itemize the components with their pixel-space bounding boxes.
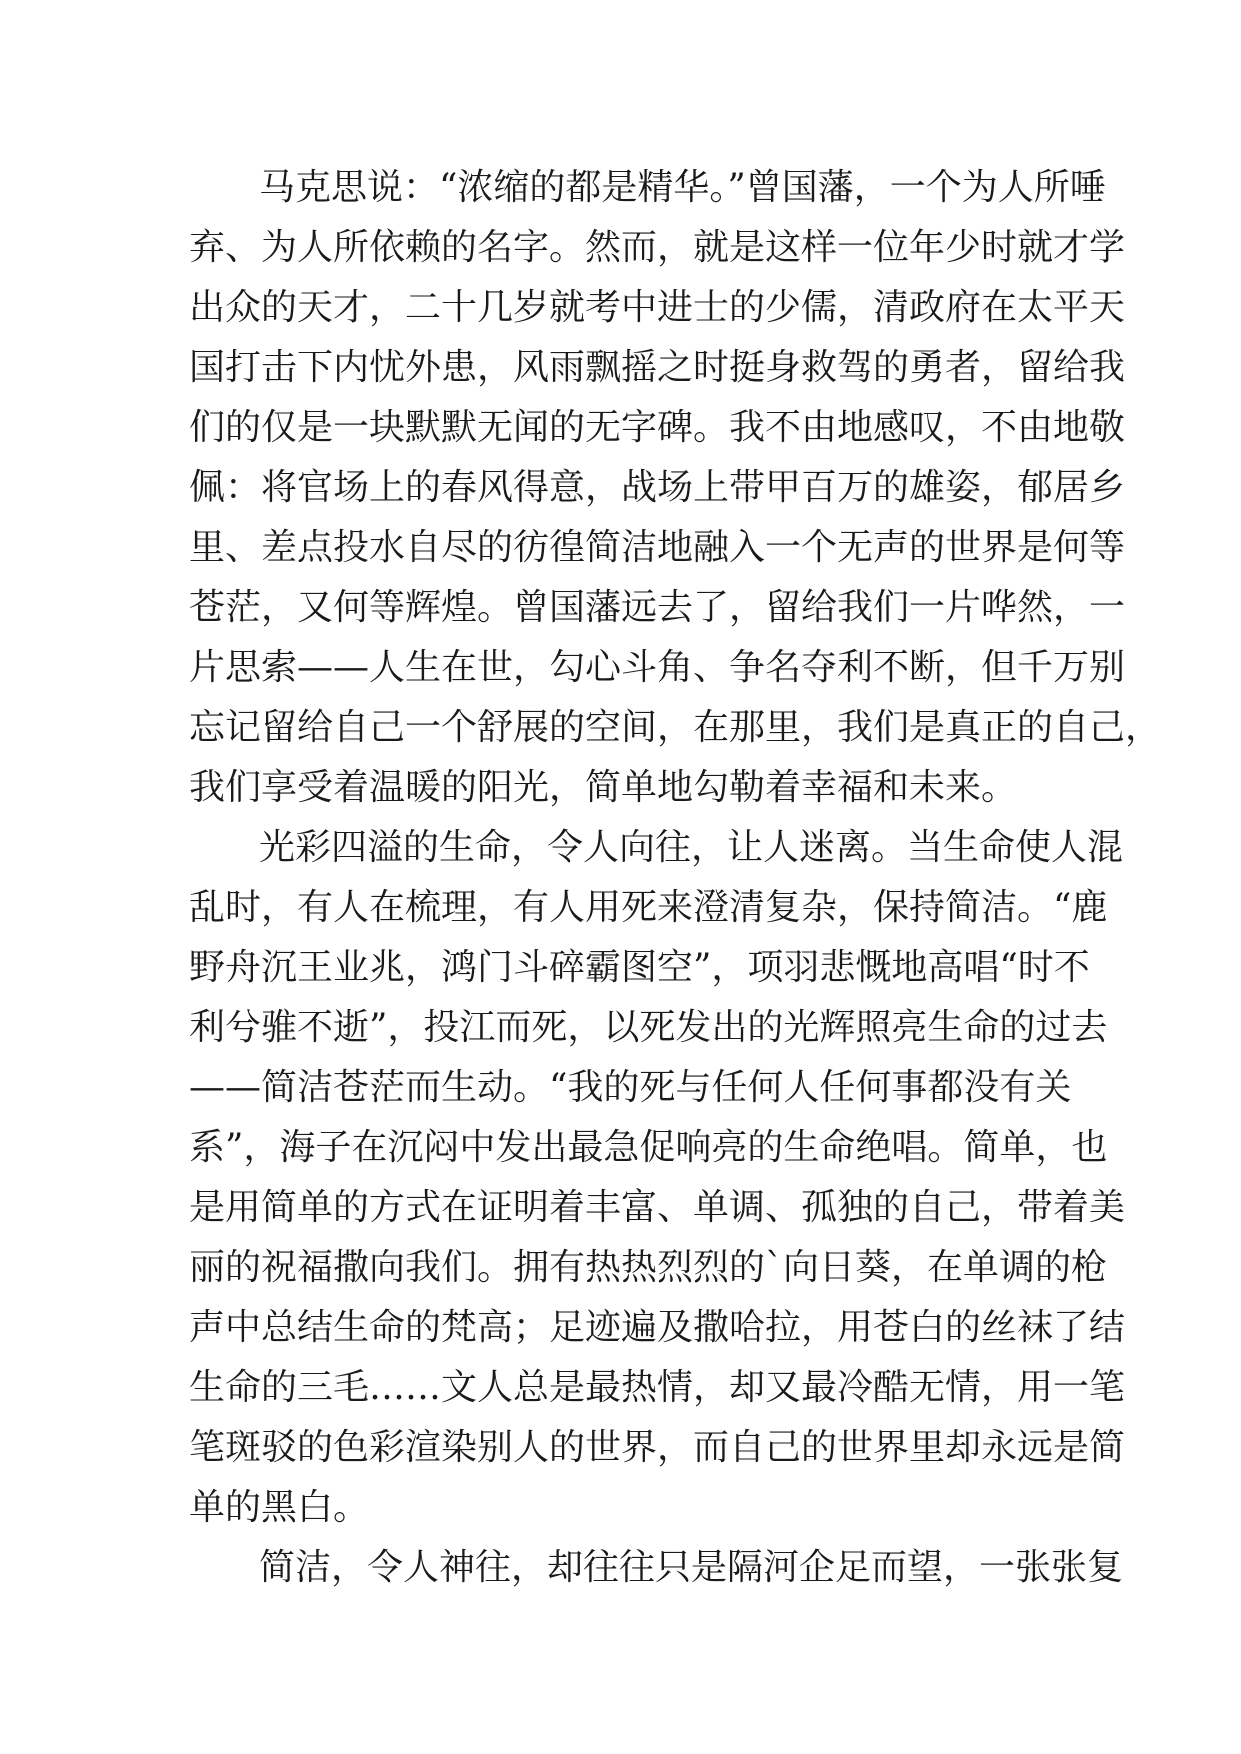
text-line: 忘记留给自己一个舒展的空间，在那里，我们是真正的自己， <box>189 707 1162 748</box>
text-line: 佩：将官场上的春风得意，战场上带甲百万的雄姿，郁居乡 <box>189 467 1126 508</box>
text-line: 我们享受着温暖的阳光，简单地勾勒着幸福和未来。 <box>189 767 1018 808</box>
text-line: 们的仅是一块默默无闻的无字碑。我不由地感叹，不由地敬 <box>189 407 1126 448</box>
paragraph-1 <box>189 158 1162 818</box>
text-line: 单的黑白。 <box>189 1487 370 1528</box>
text-line: 乱时，有人在梳理，有人用死来澄清复杂，保持简洁。“鹿 <box>189 887 1108 928</box>
paragraph-3 <box>189 1538 1124 1598</box>
text-line: 简洁，令人神往，却往往只是隔河企足而望，一张张复 <box>259 1547 1124 1588</box>
paragraph-2 <box>189 818 1126 1538</box>
text-line: 系”，海子在沉闷中发出最急促响亮的生命绝唱。简单，也 <box>189 1127 1108 1168</box>
text-line: 马克思说：“浓缩的都是精华。”曾国藩，一个为人所唾 <box>259 167 1106 208</box>
text-line: 弃、为人所依赖的名字。然而，就是这样一位年少时就才学 <box>189 227 1126 268</box>
text-line: 利兮骓不逝”，投江而死，以死发出的光辉照亮生命的过去 <box>189 1007 1108 1048</box>
text-line: 野舟沉王业兆，鸿门斗碎霸图空”，项羽悲慨地高唱“时不 <box>189 947 1090 988</box>
text-line: 笔斑驳的色彩渲染别人的世界，而自己的世界里却永远是简 <box>189 1427 1126 1468</box>
text-line: 是用简单的方式在证明着丰富、单调、孤独的自己，带着美 <box>189 1187 1126 1228</box>
text-line: 光彩四溢的生命，令人向往，让人迷离。当生命使人混 <box>259 827 1124 868</box>
text-line: 生命的三毛……文人总是最热情，却又最冷酷无情，用一笔 <box>189 1367 1126 1408</box>
text-line: 声中总结生命的梵高；足迹遍及撒哈拉，用苍白的丝袜了结 <box>189 1307 1126 1348</box>
text-line: ——简洁苍茫而生动。“我的死与任何人任何事都没有关 <box>189 1067 1072 1108</box>
text-line: 里、差点投水自尽的彷徨简洁地融入一个无声的世界是何等 <box>189 527 1126 568</box>
text-line: 片思索——人生在世，勾心斗角、争名夺利不断，但千万别 <box>189 647 1126 688</box>
text-line: 苍茫，又何等辉煌。曾国藩远去了，留给我们一片哗然，一 <box>189 587 1126 628</box>
essay-body <box>189 158 1162 1598</box>
text-line: 国打击下内忧外患，风雨飘摇之时挺身救驾的勇者，留给我 <box>189 347 1126 388</box>
text-line: 丽的祝福撒向我们。拥有热热烈烈的`向日葵，在单调的枪 <box>189 1247 1108 1288</box>
text-line: 出众的天才，二十几岁就考中进士的少儒，清政府在太平天 <box>189 287 1126 328</box>
